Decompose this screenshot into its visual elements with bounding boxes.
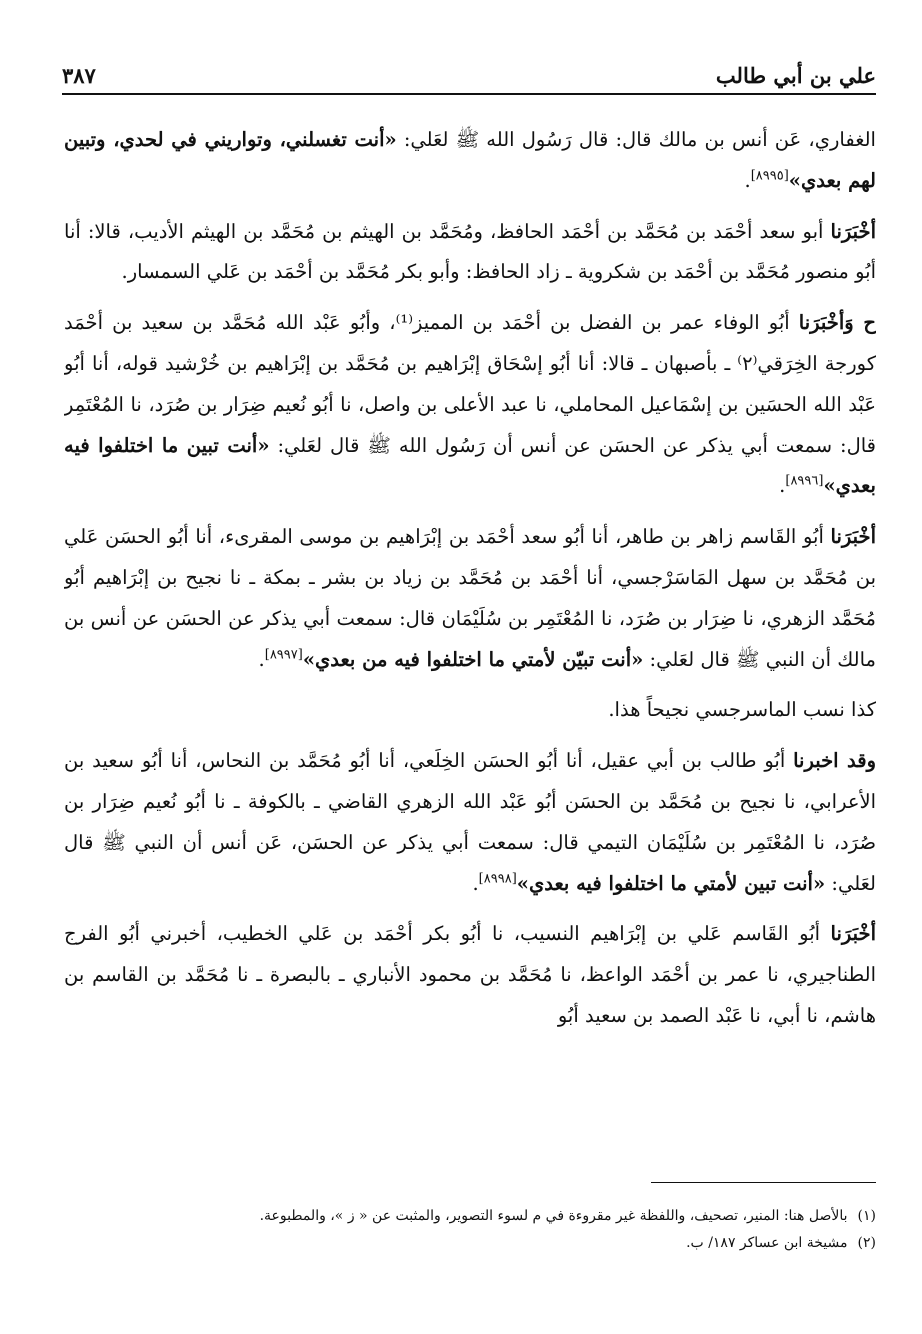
isnad-lead: أخْبَرَنا (830, 922, 876, 946)
footnotes (64, 1203, 876, 1257)
hadith-text: «أنت تبين ما اختلفوا فيه بعدي» (64, 433, 876, 498)
narration: كذا نسب الماسرجسي نجيحاً هذا. (608, 698, 876, 722)
hadith-number: [٨٩٩٦] (785, 473, 824, 489)
page-number: ٣٨٧ (62, 62, 96, 88)
page-header (62, 58, 876, 92)
narration: أبُو القَاسم عَلي بن إبْرَاهيم النسيب، نا أبُو بكر أحْمَد بن عَلي الخطيب، أخبرني أبُو الفرج الطناجيري، نا عمر بن أحْمَد الواعظ، نا مُحَمَّد بن محمود الأنباري ـ بالبصرة ـ نا مُحَمَّد بن القاسم بن هاشم، نا أبي، نا عَبْد الصمد بن سعيد أبُو (64, 922, 876, 1027)
isnad-lead: وقد اخبرنا (793, 749, 876, 773)
paragraph (64, 690, 876, 731)
paragraph (64, 517, 876, 680)
footnote-text: مشيخة ابن عساكر ١٨٧/ ب. (686, 1235, 848, 1251)
paragraph (64, 303, 876, 507)
narration: أبو سعد أحْمَد بن مُحَمَّد بن أحْمَد الحافظ، ومُحَمَّد بن الهيثم بن مُحَمَّد بن الهيثم الأديب، قالا: أنا أبُو منصور مُحَمَّد بن أحْمَد بن شكروية ـ زاد الحافظ: وأبو بكر مُحَمَّد بن أحْمَد بن عَلي السمسار. (64, 219, 876, 284)
isnad-lead: أخْبَرَنا (830, 219, 876, 243)
hadith-number: [٨٩٩٧] (264, 647, 303, 663)
hadith-text: «أنت تبين لأمتي ما اختلفوا فيه بعدي» (516, 871, 826, 895)
period: . (744, 168, 751, 192)
footnote-number: (٢) (857, 1235, 876, 1251)
footnote-text: بالأصل هنا: المنير، تصحيف، واللفظة غير مقروءة في م لسوء التصوير، والمثبت عن « ز »، والمطبوعة. (259, 1208, 848, 1224)
period: . (258, 647, 265, 671)
period: . (779, 474, 786, 498)
header-rule (62, 93, 876, 95)
hadith-number: [٨٩٩٥] (750, 168, 789, 184)
main-text (64, 120, 876, 1168)
running-title: علي بن أبي طالب (715, 62, 876, 88)
footnote (64, 1230, 876, 1257)
hadith-text: «أنت تبيّن لأمتي ما اختلفوا فيه من بعدي» (302, 647, 644, 671)
footnote-number: (١) (857, 1208, 876, 1224)
period: . (472, 871, 479, 895)
paragraph (64, 120, 876, 202)
isnad-lead: ح وَأخْبَرَنا (798, 311, 876, 335)
paragraph (64, 212, 876, 294)
narration: أبُو القَاسم زاهر بن طاهر، أنا أبُو سعد أحْمَد بن إبْرَاهيم بن موسى المقرىء، أنا أبُو الحسَن عَلي بن مُحَمَّد بن سهل المَاسَرْجسي، أنا أحْمَد بن مُحَمَّد بن زياد بن بشر ـ بمكة ـ نا نجيح بن إبْرَاهيم أبُو مُحَمَّد الزهري، نا ضِرَار بن صُرَد، نا المُعْتَمِر بن سُلَيْمَان قال: سمعت أبي يذكر عن الحسَن عن أنس بن مالك أن النبي ﷺ قال لعَلي: (64, 525, 876, 671)
isnad-lead: أخْبَرَنا (830, 525, 876, 549)
narration: أبُو طالب بن أبي عقيل، أنا أبُو الحسَن الخِلَعي، أنا أبُو مُحَمَّد بن النحاس، أنا أبُو سعيد بن الأعرابي، نا نجيح بن مُحَمَّد بن الحسَن أبُو عَبْد الله الزهري القاضي ـ بالكوفة ـ نا أبُو نُعيم ضِرَار بن صُرَد، نا المُعْتَمِر بن سُلَيْمَان التيمي قال: سمعت أبي يذكر عن الحسَن، عَن أنس أن النبي ﷺ قال لعَلي: (64, 749, 876, 895)
paragraph (64, 914, 876, 1036)
footnote (64, 1203, 876, 1230)
hadith-text: «أنت تغسلني، وتواريني في لحدي، وتبين لهم بعدي» (64, 128, 876, 192)
narration: أبُو الوفاء عمر بن الفضل بن أحْمَد بن المميز⁽¹⁾، وأبُو عَبْد الله مُحَمَّد بن سعيد بن أحْمَد كورجة الخِرَقي⁽٢⁾ ـ بأصبهان ـ قالا: أنا أبُو إسْحَاق إبْرَاهيم بن مُحَمَّد بن إبْرَاهيم بن خُرْشيد قوله، أنا أبُو عَبْد الله الحسَين بن إسْمَاعيل المحاملي، نا عبد الأعلى بن واصل، نا أبُو نُعيم ضِرَار بن صُرَد، نا المُعْتَمِر قال: سمعت أبي يذكر عن الحسَن عن أنس أن رَسُول الله ﷺ قال لعَلي: (64, 311, 876, 457)
hadith-number: [٨٩٩٨] (478, 871, 517, 887)
paragraph (64, 741, 876, 904)
footnote-rule (651, 1182, 876, 1183)
narration: الغفاري، عَن أنس بن مالك قال: قال رَسُول الله ﷺ لعَلي: (396, 128, 876, 151)
